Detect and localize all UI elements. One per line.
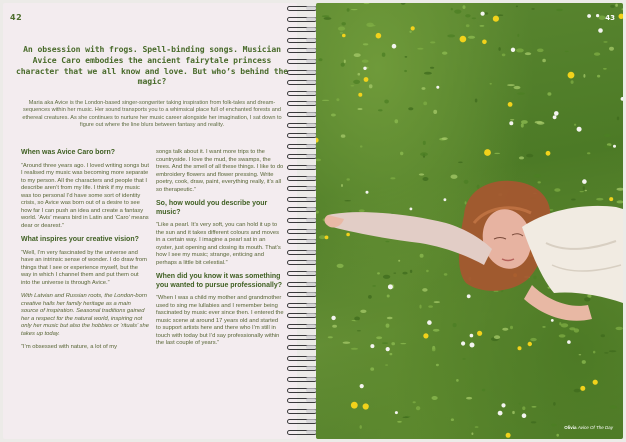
spiral-ring xyxy=(287,123,317,128)
buttercup-flower xyxy=(609,197,613,201)
daisy-flower xyxy=(366,191,369,194)
spiral-ring xyxy=(287,144,317,149)
buttercup-flower xyxy=(358,93,362,97)
daisy-flower xyxy=(370,344,374,348)
text-column-left xyxy=(21,149,149,358)
buttercup-flower xyxy=(351,402,358,409)
daisy-flower xyxy=(461,341,465,345)
buttercup-flower xyxy=(528,342,532,346)
daisy-flower xyxy=(554,111,559,116)
spiral-ring xyxy=(287,377,317,382)
daisy-flower xyxy=(596,14,599,17)
daisy-flower xyxy=(467,294,471,298)
dress-shape xyxy=(522,206,623,303)
spiral-ring xyxy=(287,313,317,318)
daisy-flower xyxy=(501,403,505,407)
spiral-ring xyxy=(287,197,317,202)
daisy-flower xyxy=(577,127,582,132)
spiral-ring xyxy=(287,48,317,53)
spiral-ring xyxy=(287,239,317,244)
spiral-ring xyxy=(287,271,317,276)
buttercup-flower xyxy=(460,36,467,43)
photo-caption xyxy=(564,425,613,430)
spiral-ring xyxy=(287,388,317,393)
daisy-flower xyxy=(360,384,364,388)
daisy-flower xyxy=(613,145,616,148)
daisy-flower xyxy=(386,347,390,351)
interview-question: What inspires your creative vision? xyxy=(21,236,139,244)
photo-illustration xyxy=(316,3,623,439)
spiral-ring xyxy=(287,38,317,43)
page-number-right: 43 xyxy=(605,14,615,22)
caption-name: Olivia xyxy=(564,425,577,430)
buttercup-flower xyxy=(363,403,369,409)
buttercup-flower xyxy=(423,333,428,338)
daisy-flower xyxy=(509,121,513,125)
page-number-left: 42 xyxy=(10,13,23,22)
spiral-ring xyxy=(287,186,317,191)
italic-paragraph: With Latvian and Russian roots, the London-born creative hails her family heritage as a main source of inspiration. Seasonal traditions gained her a respect for the natural world, inspiring not only her music but also the hobbies or ‘rituals’ she takes up today. xyxy=(21,293,149,337)
daisy-flower xyxy=(470,334,474,338)
buttercup-flower xyxy=(508,102,513,107)
interview-answer: “Well, I’m very fascinated by the universe and have an intrinsic sense of wonder. I do draw from things that I see or experience myself, but the way in which I channel them and put them out into the universe is through Avice.” xyxy=(21,249,147,286)
caption-credit: Avice Of The Day xyxy=(577,425,613,430)
daisy-flower xyxy=(553,115,557,119)
buttercup-flower xyxy=(325,236,329,240)
interview-answer: songs talk about it. I want more trips to the countryside. I love the mud, the swamps, the trees. And the smell of all these things. I like to do embroidery flowers and flower pressing. Write poetry, cook, draw, paint, everything really, it’s all so therapeutic.” xyxy=(156,149,284,193)
daisy-flower xyxy=(522,413,527,418)
spiral-ring xyxy=(287,419,317,424)
daisy-flower xyxy=(567,340,571,344)
interview-answer: “Like a pearl. It’s very soft, you can hold it up to the sun and it takes different colours and moves in a certain way. I imagine a pearl sat in an oyster, just opening and closing its mouth. That’s how I see my music; strange, enticing and perhaps a little bit celestial.” xyxy=(156,222,281,266)
spiral-ring xyxy=(287,292,317,297)
daisy-flower xyxy=(587,14,591,18)
spiral-ring xyxy=(287,154,317,159)
spiral-ring xyxy=(287,398,317,403)
buttercup-flower xyxy=(493,16,499,22)
spiral-ring xyxy=(287,17,317,22)
daisy-flower xyxy=(363,67,366,70)
daisy-flower xyxy=(444,198,447,201)
spiral-ring xyxy=(287,176,317,181)
article-headline: An obsession with frogs. Spell-binding songs. Musician Avice Caro embodies the ancient fairytale princess character that we all know and love. But who’s behind the magic? xyxy=(15,44,289,87)
spiral-ring xyxy=(287,165,317,170)
spiral-ring xyxy=(287,218,317,223)
buttercup-flower xyxy=(316,138,319,143)
interview-question: When was Avice Caro born? xyxy=(21,149,115,156)
buttercup-flower xyxy=(593,380,598,385)
daisy-flower xyxy=(511,48,515,52)
buttercup-flower xyxy=(580,386,585,391)
buttercup-flower xyxy=(364,77,369,82)
spiral-ring xyxy=(287,366,317,371)
spiral-ring xyxy=(287,229,317,234)
interview-answer: “When I was a child my mother and grandmother used to sing me lullabies and I remember being fascinated by music ever since then. I entered the music scene at around 17 years old and started to support artists here and there who I’m still in touch with today but I’d say professionally within the last couple of years.” xyxy=(156,295,284,347)
spiral-ring xyxy=(287,260,317,265)
buttercup-flower xyxy=(568,72,575,79)
spiral-ring xyxy=(287,112,317,117)
spiral-ring xyxy=(287,303,317,308)
spiral-ring xyxy=(287,282,317,287)
spiral-ring xyxy=(287,6,317,11)
buttercup-flower xyxy=(546,151,551,156)
buttercup-flower xyxy=(482,40,487,45)
spiral-ring xyxy=(287,409,317,414)
buttercup-flower xyxy=(506,433,511,438)
article-intro: Maria aka Avice is the London-based singer-songwriter taking inspiration from folk-tales and dream-sequences within her music. Her sound transports you to a whimsical place full of enchanted forests and ethereal creatures. As she continues to nurture her music career alongside her imagination, I sat down to figure out where the line blurs between fantasy and reality. xyxy=(22,100,282,129)
spiral-ring xyxy=(287,91,317,96)
spiral-ring xyxy=(287,59,317,64)
spiral-ring xyxy=(287,430,317,435)
daisy-flower xyxy=(436,86,439,89)
daisy-flower xyxy=(395,411,398,414)
interview-answer: “Around three years ago. I loved writing songs but I realised my music was becoming more separate to my person. All the characters and people that I describe aren’t from my life. I think if my music was too personal I’d have some sort of identity crisis, so Avice was born out of a desire to see how far I can push an idea and create a fantasy world. ‘Avis’ means bird in Latin and ‘Caro’ means dear or dearest.” xyxy=(21,162,149,229)
spiral-ring xyxy=(287,133,317,138)
buttercup-flower xyxy=(518,346,522,350)
daisy-flower xyxy=(598,28,603,33)
buttercup-flower xyxy=(411,26,415,30)
daisy-flower xyxy=(481,12,485,16)
text-column-right xyxy=(156,149,284,354)
daisy-flower xyxy=(331,316,335,320)
daisy-flower xyxy=(498,411,503,416)
spiral-ring xyxy=(287,356,317,361)
daisy-flower xyxy=(621,97,623,101)
left-page xyxy=(3,3,297,439)
buttercup-flower xyxy=(342,34,346,38)
spiral-ring xyxy=(287,27,317,32)
daisy-flower xyxy=(388,284,393,289)
spiral-ring xyxy=(287,335,317,340)
interview-question: When did you know it was something you wanted to pursue professionally? xyxy=(156,273,283,289)
spiral-ring xyxy=(287,80,317,85)
buttercup-flower xyxy=(484,149,491,156)
spiral-ring xyxy=(287,324,317,329)
daisy-flower xyxy=(410,208,413,211)
spiral-ring xyxy=(287,70,317,75)
buttercup-flower xyxy=(376,33,382,39)
spiral-ring xyxy=(287,345,317,350)
interview-question: So, how would you describe your music? xyxy=(156,200,268,216)
buttercup-flower xyxy=(346,233,350,237)
daisy-flower xyxy=(582,179,587,184)
buttercup-flower xyxy=(477,331,482,336)
daisy-flower xyxy=(427,320,432,325)
daisy-flower xyxy=(551,319,554,322)
right-page-photo xyxy=(316,3,623,439)
buttercup-flower xyxy=(619,14,624,19)
spiral-ring xyxy=(287,101,317,106)
daisy-flower xyxy=(392,44,397,49)
spiral-ring xyxy=(287,207,317,212)
interview-answer: “I’m obsessed with nature, a lot of my xyxy=(21,344,118,351)
spiral-ring xyxy=(287,250,317,255)
daisy-flower xyxy=(470,343,475,348)
